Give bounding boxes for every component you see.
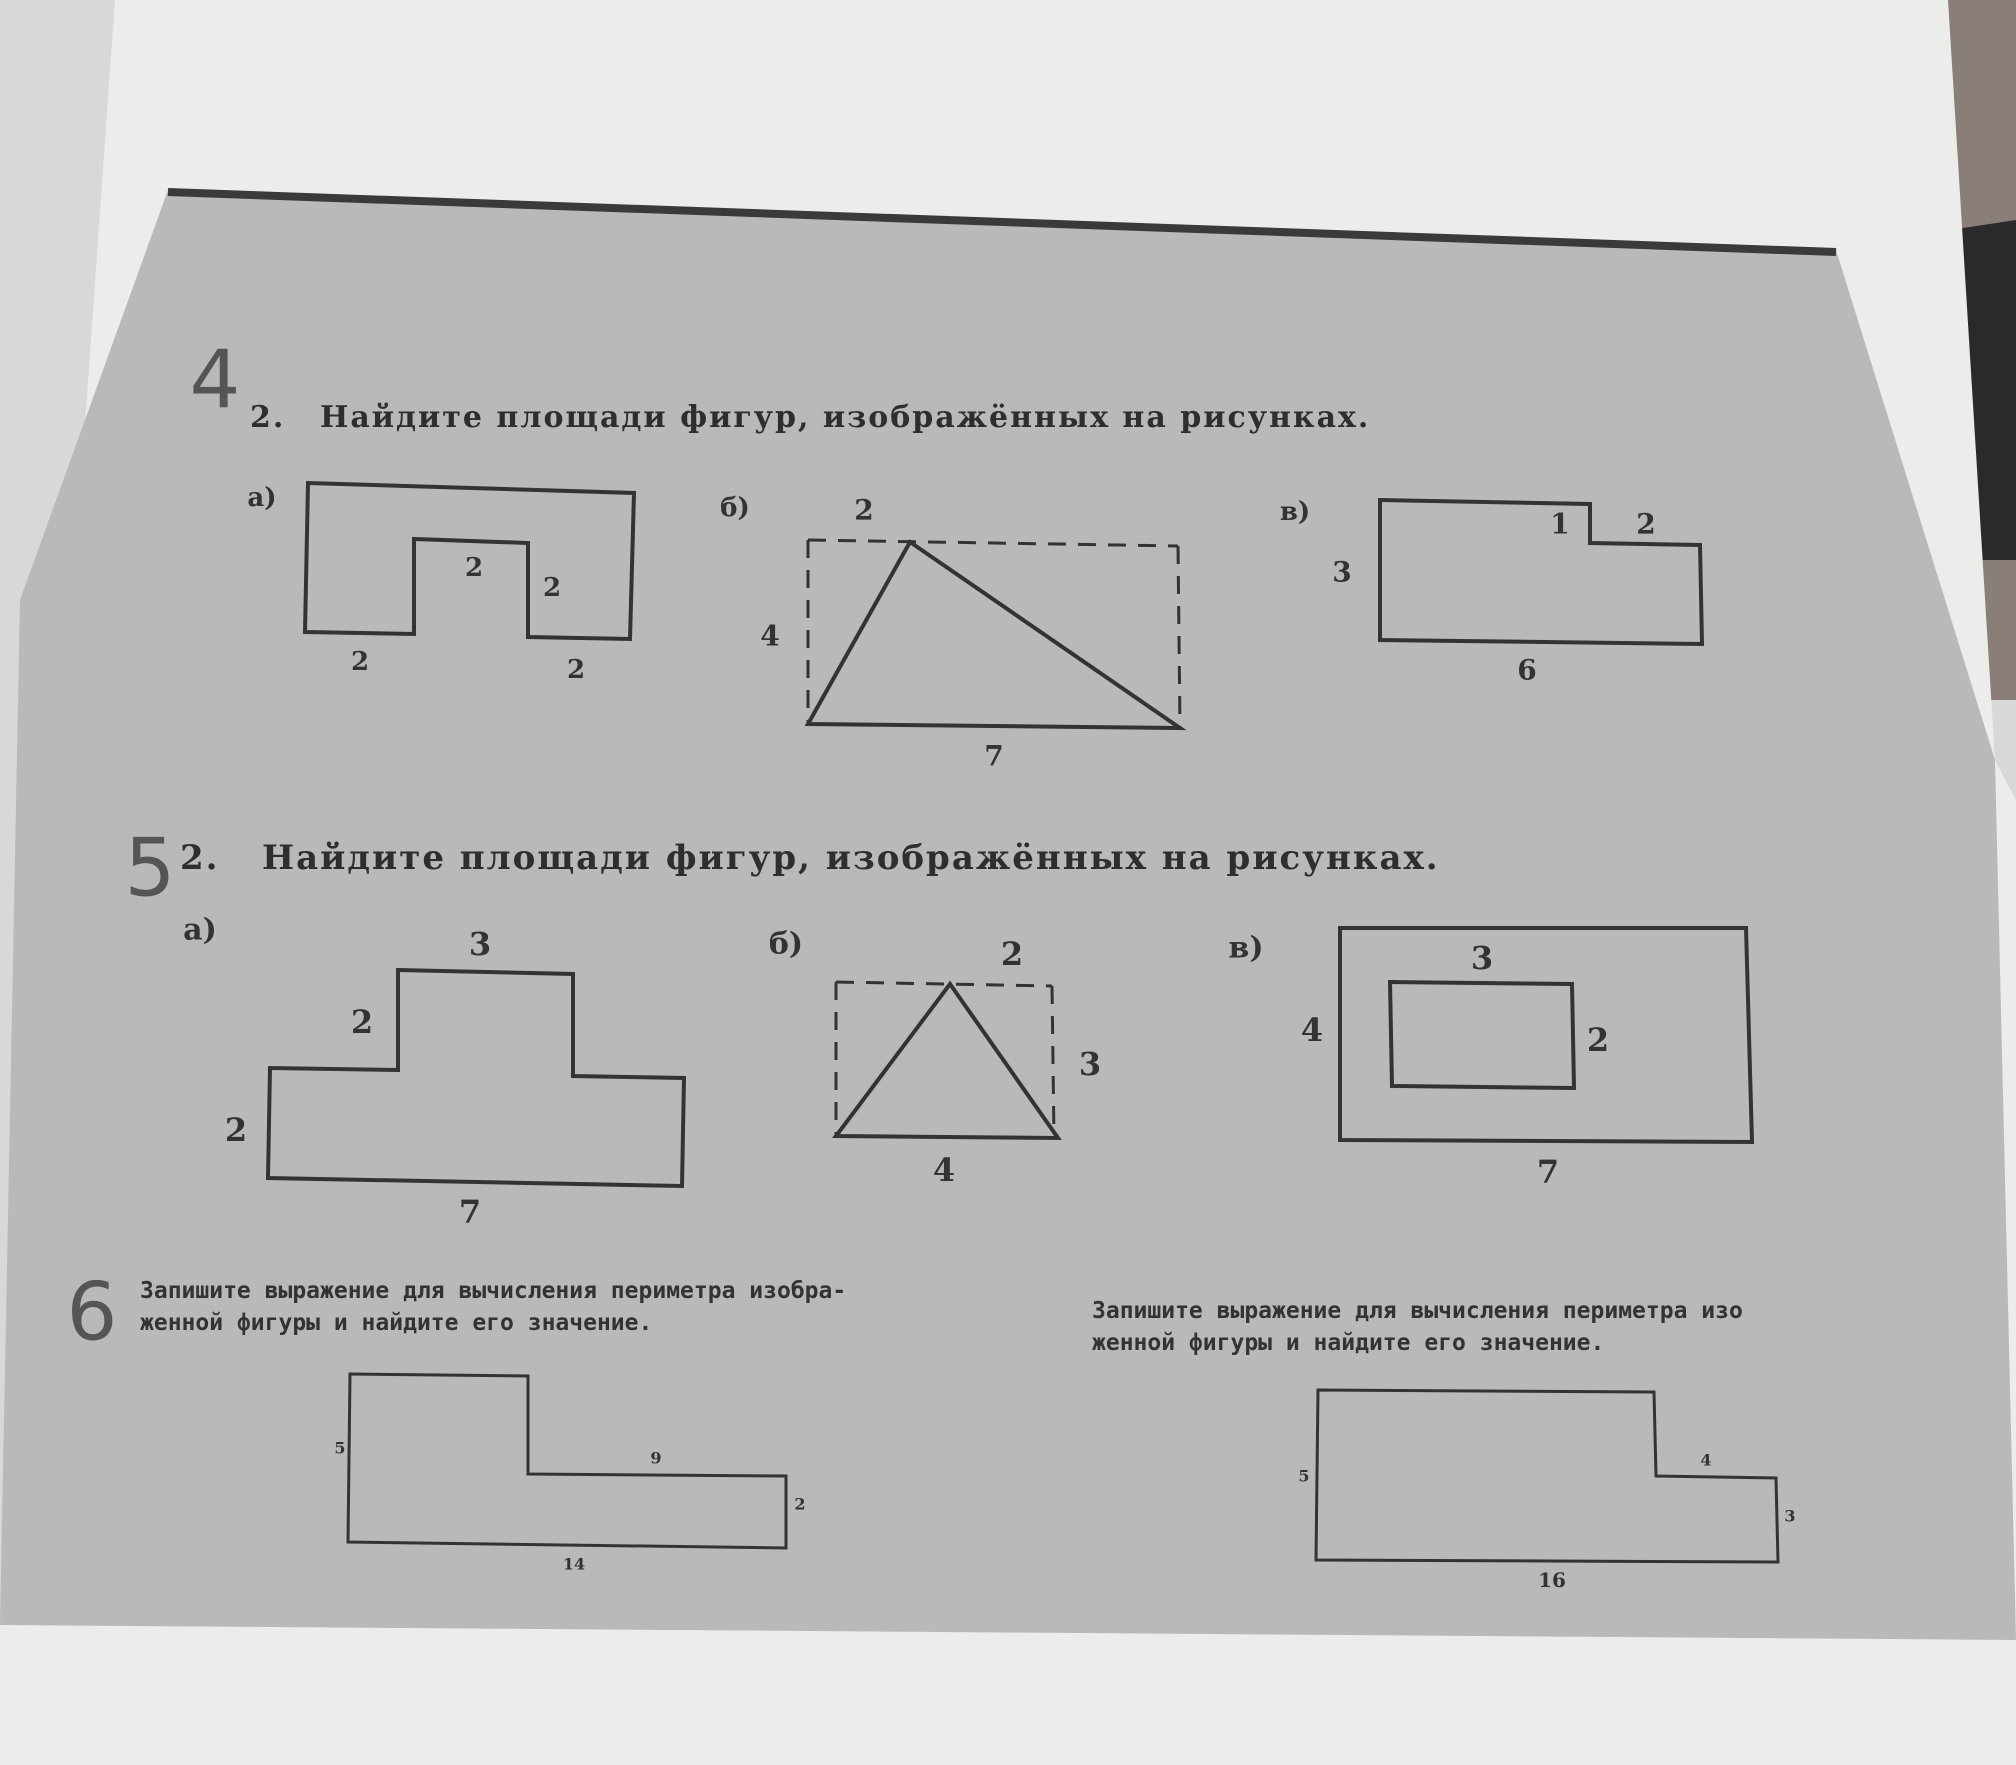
problem1-a-label-notch-height: 2: [542, 573, 562, 603]
problem2-text: Найдите площади фигур, изображённых на рисунках.: [262, 838, 1440, 878]
problem2-c-inner-width-label: 3: [1470, 939, 1494, 977]
perimeter-left-bottom-label: 14: [562, 1554, 586, 1574]
perimeter-right-left-label: 5: [1298, 1466, 1310, 1486]
problem2-b-top-label: 2: [1000, 935, 1024, 973]
problem2-b-letter: б): [768, 926, 804, 962]
perimeter-right-right-label: 3: [1784, 1506, 1796, 1526]
problem2-c-outer-width-label: 7: [1536, 1153, 1560, 1191]
margin-note-5: 5: [124, 821, 176, 915]
problem1-b-left-label: 4: [760, 619, 780, 653]
problem1-c-notch-width-label: 1: [1550, 507, 1570, 541]
perimeter-right-notch-label: 4: [1700, 1450, 1712, 1470]
problem1-c-bottom-label: 6: [1517, 653, 1537, 687]
perimeter-left-right-label: 2: [794, 1494, 806, 1514]
problem2-a-letter: а): [183, 912, 217, 948]
problem1-c-letter: в): [1279, 497, 1311, 527]
problem1-c-left-label: 3: [1332, 555, 1352, 589]
problem2-b-right-label: 3: [1078, 1045, 1102, 1083]
problem2-number: 2.: [180, 838, 220, 878]
problem1-b-bottom-label: 7: [984, 739, 1004, 773]
problem1-a-label-right-base: 2: [566, 655, 586, 685]
problem2-c-outer-height-label: 4: [1300, 1011, 1324, 1049]
margin-note-6: 6: [66, 1265, 118, 1359]
problem2-c-inner-height-label: 2: [1586, 1021, 1610, 1059]
perimeter-right-line1: Запишите выражение для вычисления периметра изо: [1092, 1298, 1743, 1324]
problem2-b-bottom-label: 4: [932, 1151, 956, 1189]
margin-note-4: 4: [189, 333, 241, 427]
problem1-b-letter: б): [720, 493, 750, 523]
problem2-a-step-upper-label: 2: [350, 1003, 374, 1041]
perimeter-left-middle-label: 9: [650, 1448, 662, 1468]
problem1-a-label-left-base: 2: [350, 647, 370, 677]
perimeter-left-line1: Запишите выражение для вычисления периметра изобра-: [140, 1278, 847, 1304]
problem1-a-letter: а): [247, 483, 277, 513]
problem2-a-step-lower-label: 2: [224, 1111, 248, 1149]
problem2-a-bottom-label: 7: [458, 1193, 482, 1231]
problem2-c-letter: в): [1228, 930, 1264, 966]
problem2-a-top-label: 3: [468, 925, 492, 963]
problem1-b-top-label: 2: [854, 493, 874, 527]
problem1-number: 2.: [250, 400, 286, 435]
perimeter-right-bottom-label: 16: [1538, 1568, 1566, 1592]
problem1-a-label-notch-width: 2: [464, 553, 484, 583]
problem1-text: Найдите площади фигур, изображённых на рисунках.: [320, 400, 1371, 435]
perimeter-left-left-label: 5: [334, 1438, 346, 1458]
perimeter-right-line2: женной фигуры и найдите его значение.: [1092, 1330, 1605, 1356]
perimeter-left-line2: женной фигуры и найдите его значение.: [140, 1310, 653, 1336]
problem1-c-notch-height-label: 2: [1636, 507, 1656, 541]
